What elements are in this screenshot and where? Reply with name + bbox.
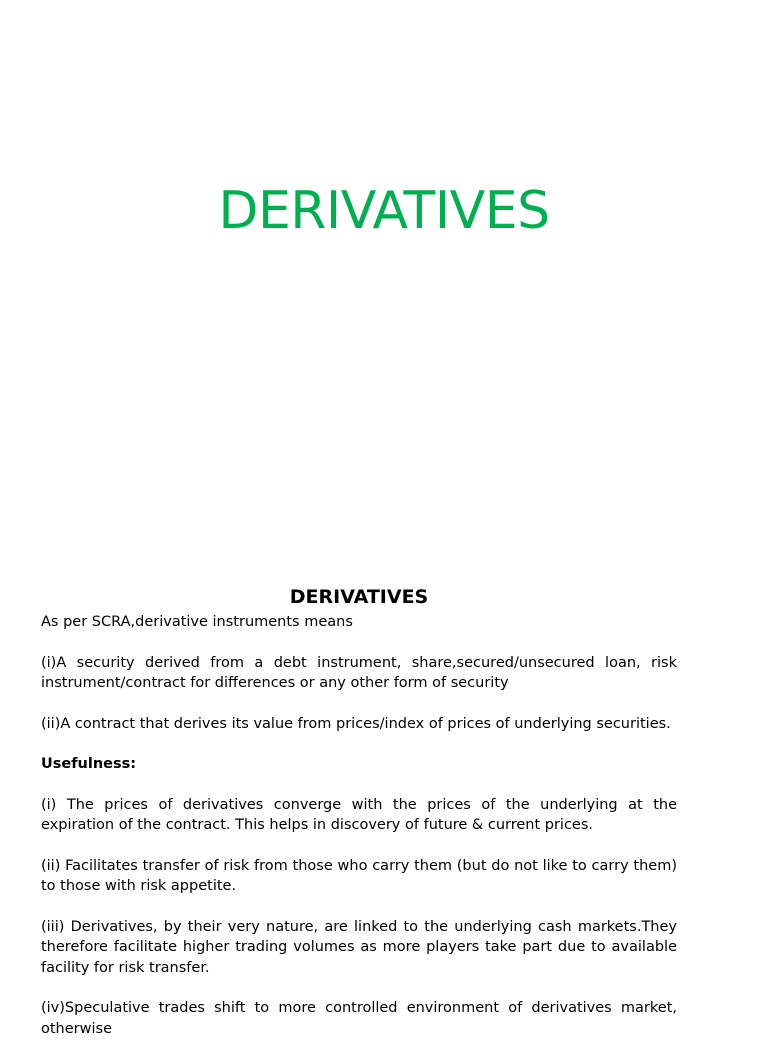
usefulness-point-1: (i) The prices of derivatives converge with the prices of the underlying at the expiration of the contract. This helps in discovery of future & current prices. <box>41 796 677 833</box>
usefulness-point-3: (iii) Derivatives, by their very nature, are linked to the underlying cash markets.They therefore facilitate higher trading volumes as more players take part due to available facility for risk transfer. <box>41 918 677 976</box>
definition-2: (ii)A contract that derives its value from prices/index of prices of underlying securities. <box>41 715 671 732</box>
usefulness-point-4: (iv)Speculative trades shift to more controlled environment of derivatives market, otherwise <box>41 1000 677 1037</box>
page-title: DERIVATIVES <box>218 181 550 241</box>
derivatives-section <box>41 584 677 1059</box>
definition-1: (i)A security derived from a debt instrument, share,secured/unsecured loan, risk instrument/contract for differences or any other form of security <box>41 654 677 691</box>
section-heading: DERIVATIVES <box>289 586 429 608</box>
usefulness-label: Usefulness: <box>41 756 137 772</box>
intro-text: As per SCRA,derivative instruments means <box>41 614 353 630</box>
usefulness-point-2: (ii) Facilitates transfer of risk from those who carry them (but do not like to carry them) to those with risk appetite. <box>41 857 677 894</box>
